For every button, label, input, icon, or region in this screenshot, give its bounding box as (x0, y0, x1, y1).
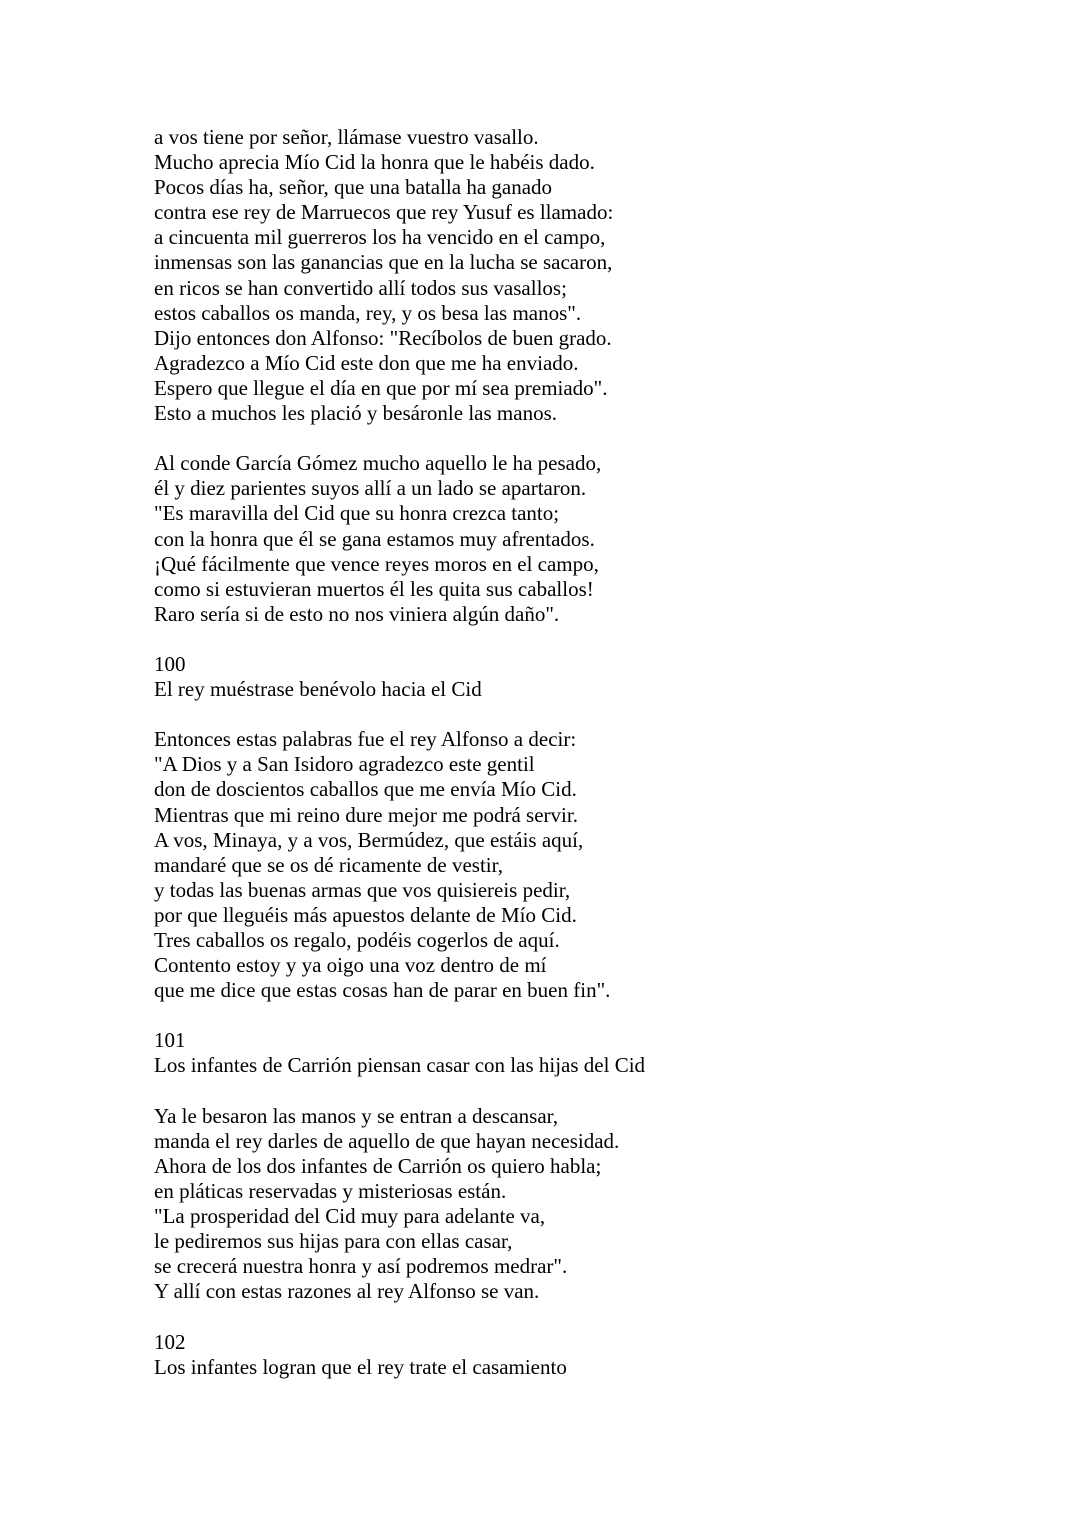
verse-line: Entonces estas palabras fue el rey Alfonso a decir: (154, 727, 577, 752)
verse-line: Al conde García Gómez mucho aquello le ha pesado, (154, 451, 602, 476)
verse-line: se crecerá nuestra honra y así podremos medrar". (154, 1254, 568, 1279)
stanza (154, 727, 1020, 1003)
verse-line: Esto a muchos les plació y besáronle las manos. (154, 401, 557, 426)
verse-line: contra ese rey de Marruecos que rey Yusuf es llamado: (154, 200, 614, 225)
verse-line: Espero que llegue el día en que por mí sea premiado". (154, 375, 608, 400)
verse-line: Tres caballos os regalo, podéis cogerlos de aquí. (154, 928, 560, 952)
verse-line: Ahora de los dos infantes de Carrión os quiero habla; (154, 1153, 602, 1178)
section-number: 102 (154, 1329, 186, 1354)
verse-line: Ya le besaron las manos y se entran a descansar, (154, 1103, 559, 1128)
verse-line: a cincuenta mil guerreros los ha vencido en el campo, (154, 225, 606, 250)
section-heading (154, 1028, 1020, 1078)
verse-line: mandaré que se os dé ricamente de vestir, (154, 852, 504, 877)
verse-line: con la honra que él se gana estamos muy afrentados. (154, 526, 595, 551)
verse-line: y todas las buenas armas que vos quisiereis pedir, (154, 877, 571, 902)
section-heading (154, 1330, 1020, 1380)
verse-line: a vos tiene por señor, llámase vuestro vasallo. (154, 125, 539, 149)
section-number: 100 (154, 651, 186, 676)
verse-line: le pediremos sus hijas para con ellas casar, (154, 1229, 513, 1254)
verse-line: por que lleguéis más apuestos delante de Mío Cid. (154, 902, 577, 927)
verse-line: que me dice que estas cosas han de parar en buen fin". (154, 978, 611, 1003)
poem-content (154, 125, 1020, 1380)
verse-line: en ricos se han convertido allí todos sus vasallos; (154, 275, 567, 300)
verse-line: Y allí con estas razones al rey Alfonso se van. (154, 1279, 540, 1304)
verse-line: "La prosperidad del Cid muy para adelante va, (154, 1204, 546, 1229)
verse-line: Mientras que mi reino dure mejor me podrá servir. (154, 802, 578, 827)
verse-line: Pocos días ha, señor, que una batalla ha ganado (154, 175, 553, 200)
verse-line: "Es maravilla del Cid que su honra crezca tanto; (154, 501, 560, 526)
stanza (154, 125, 1020, 426)
section-heading (154, 652, 1020, 702)
verse-line: manda el rey darles de aquello de que hayan necesidad. (154, 1128, 620, 1153)
verse-line: estos caballos os manda, rey, y os besa las manos". (154, 300, 582, 325)
verse-line: ¡Qué fácilmente que vence reyes moros en el campo, (154, 551, 599, 576)
verse-line: inmensas son las ganancias que en la lucha se sacaron, (154, 250, 613, 275)
section-title: Los infantes logran que el rey trate el casamiento (154, 1354, 567, 1379)
stanza (154, 1104, 1020, 1305)
verse-line: Dijo entonces don Alfonso: "Recíbolos de buen grado. (154, 325, 612, 350)
verse-line: Agradezco a Mío Cid este don que me ha enviado. (154, 350, 579, 375)
verse-line: "A Dios y a San Isidoro agradezco este gentil (154, 752, 535, 777)
verse-line: A vos, Minaya, y a vos, Bermúdez, que estáis aquí, (154, 827, 584, 852)
verse-line: Mucho aprecia Mío Cid la honra que le habéis dado. (154, 150, 595, 175)
verse-line: Raro sería si de esto no nos viniera algún daño". (154, 601, 560, 626)
section-title: Los infantes de Carrión piensan casar con las hijas del Cid (154, 1053, 646, 1078)
stanza (154, 451, 1020, 627)
verse-line: Contento estoy y ya oigo una voz dentro de mí (154, 953, 547, 978)
section-title: El rey muéstrase benévolo hacia el Cid (154, 677, 482, 702)
verse-line: él y diez parientes suyos allí a un lado se apartaron. (154, 476, 587, 501)
section-number: 101 (154, 1028, 186, 1053)
verse-line: como si estuvieran muertos él les quita sus caballos! (154, 576, 594, 601)
verse-line: en pláticas reservadas y misteriosas están. (154, 1178, 507, 1203)
verse-line: don de doscientos caballos que me envía Mío Cid. (154, 777, 577, 802)
